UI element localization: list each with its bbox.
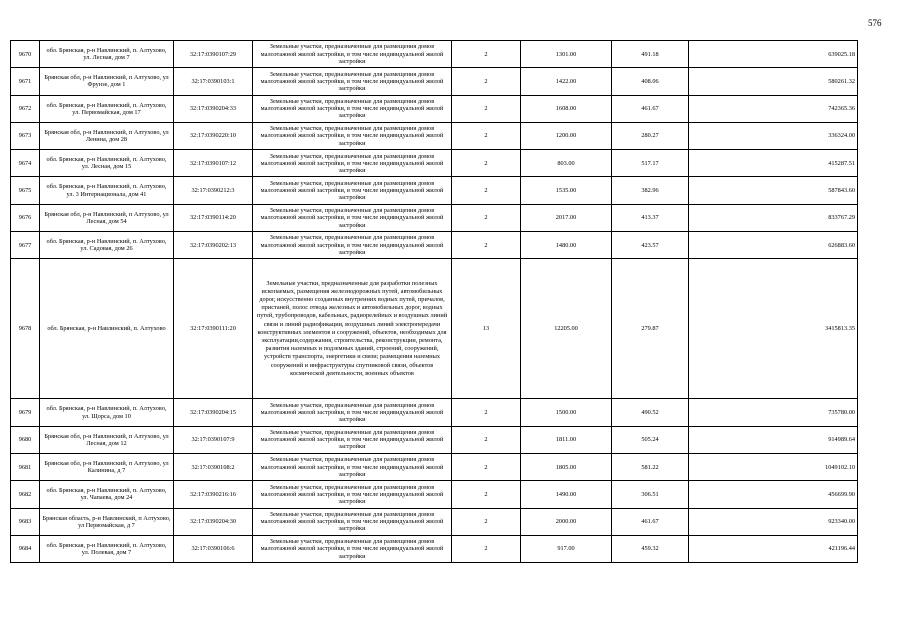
area-cell: 2017.00 [521, 204, 612, 231]
table-row [11, 426, 858, 453]
specific-value-cell: 413.37 [612, 204, 689, 231]
row-number-cell: 9675 [11, 177, 40, 204]
permitted-use-cell: Земельные участки, предназначенные для размещения домов малоэтажной жилой застройки, в том числе индивидуальной жилой застройки [253, 41, 452, 68]
permitted-use-cell: Земельные участки, предназначенные для размещения домов малоэтажной жилой застройки, в том числе индивидуальной жилой застройки [253, 453, 452, 480]
table-row [11, 399, 858, 426]
row-number-cell: 9683 [11, 508, 40, 535]
use-group-cell: 2 [452, 177, 521, 204]
cadastral-value-cell: 639025.18 [689, 41, 858, 68]
cadastral-number-cell: 32:17:0390107:9 [174, 426, 253, 453]
specific-value-cell: 459.32 [612, 535, 689, 562]
table-row [11, 95, 858, 122]
cadastral-number-cell: 32:17:0390204:30 [174, 508, 253, 535]
row-number-cell: 9678 [11, 259, 40, 399]
cadastral-value-cell: 580261.32 [689, 68, 858, 95]
cadastral-value-cell: 587843.60 [689, 177, 858, 204]
row-number-cell: 9680 [11, 426, 40, 453]
table-row [11, 204, 858, 231]
address-cell: обл. Брянская, р-н Навлинский, п. Алтухово, ул. Лесная, дом 15 [40, 150, 174, 177]
specific-value-cell: 423.57 [612, 232, 689, 259]
use-group-cell: 13 [452, 259, 521, 399]
row-number-cell: 9684 [11, 535, 40, 562]
specific-value-cell: 280.27 [612, 122, 689, 149]
specific-value-cell: 491.18 [612, 41, 689, 68]
specific-value-cell: 408.06 [612, 68, 689, 95]
permitted-use-cell: Земельные участки, предназначенные для размещения домов малоэтажной жилой застройки, в том числе индивидуальной жилой застройки [253, 481, 452, 508]
row-number-cell: 9677 [11, 232, 40, 259]
cadastral-number-cell: 32:17:0390216:16 [174, 481, 253, 508]
table-row [11, 122, 858, 149]
cadastral-number-cell: 32:17:0390103:1 [174, 68, 253, 95]
table-row [11, 177, 858, 204]
cadastral-number-cell: 32:17:0390111:20 [174, 259, 253, 399]
table-body [11, 41, 858, 563]
row-number-cell: 9672 [11, 95, 40, 122]
address-cell: обл. Брянская, р-н Навлинский, п. Алтухово, ул. Чапаева, дом 24 [40, 481, 174, 508]
area-cell: 1200.00 [521, 122, 612, 149]
use-group-cell: 2 [452, 41, 521, 68]
permitted-use-cell: Земельные участки, предназначенные для размещения домов малоэтажной жилой застройки, в том числе индивидуальной жилой застройки [253, 122, 452, 149]
cadastral-value-cell: 923340.00 [689, 508, 858, 535]
specific-value-cell: 382.96 [612, 177, 689, 204]
permitted-use-cell: Земельные участки, предназначенные для размещения домов малоэтажной жилой застройки, в том числе индивидуальной жилой застройки [253, 535, 452, 562]
cadastral-number-cell: 32:17:0390202:13 [174, 232, 253, 259]
address-cell: обл. Брянская, р-н Навлинский, п. Алтухово, ул. Первомайская, дом 17 [40, 95, 174, 122]
permitted-use-cell: Земельные участки, предназначенные для размещения домов малоэтажной жилой застройки, в том числе индивидуальной жилой застройки [253, 204, 452, 231]
cadastral-number-cell: 32:17:0390107:12 [174, 150, 253, 177]
use-group-cell: 2 [452, 535, 521, 562]
table-row [11, 41, 858, 68]
specific-value-cell: 279.87 [612, 259, 689, 399]
address-cell: Брянская обл, р-н Навлинский, п Алтухово, ул Лесная, дом 54 [40, 204, 174, 231]
address-cell: обл. Брянская, р-н Навлинский, п. Алтухово, ул. Садовая, дом 26 [40, 232, 174, 259]
row-number-cell: 9674 [11, 150, 40, 177]
area-cell: 1535.00 [521, 177, 612, 204]
use-group-cell: 2 [452, 508, 521, 535]
address-cell: Брянская обл, р-н Навлинский, п Алтухово, ул Ленина, дом 28 [40, 122, 174, 149]
address-cell: обл. Брянская, р-н Навлинский, п. Алтухово, ул. 3 Интернационала, дом 41 [40, 177, 174, 204]
area-cell: 1490.00 [521, 481, 612, 508]
cadastral-number-cell: 32:17:0390108:2 [174, 453, 253, 480]
use-group-cell: 2 [452, 95, 521, 122]
use-group-cell: 2 [452, 399, 521, 426]
table-row [11, 68, 858, 95]
permitted-use-cell: Земельные участки, предназначенные для разработки полезных ископаемых, размещения железнодорожных путей, автомобильных дорог, искусственно созданных внутренних водных путей, причалов, пристаней, полос отвода железных и автомобильных дорог, водных путей, трубопроводов, кабельных, радиорелейных и воздушных линий связи и линий радиофикации, воздушных линий электропередачи конструктивных элементов и сооружений, объектов, необходимых для эксплуатации,содержания, строительства, реконструкции, ремонта, развития наземных и подземных зданий, строений, сооружений, устройств транспорта, энергетики и связи; размещения наземных сооружений и инфраструктуры спутниковой связи, объектов космической деятельности, военных объектов [253, 259, 452, 399]
area-cell: 1422.00 [521, 68, 612, 95]
table-row [11, 453, 858, 480]
cadastral-value-cell: 742365.36 [689, 95, 858, 122]
area-cell: 1811.00 [521, 426, 612, 453]
table-row [11, 535, 858, 562]
cadastral-value-cell: 735780.00 [689, 399, 858, 426]
specific-value-cell: 461.67 [612, 508, 689, 535]
permitted-use-cell: Земельные участки, предназначенные для размещения домов малоэтажной жилой застройки, в том числе индивидуальной жилой застройки [253, 399, 452, 426]
permitted-use-cell: Земельные участки, предназначенные для размещения домов малоэтажной жилой застройки, в том числе индивидуальной жилой застройки [253, 426, 452, 453]
area-cell: 2000.00 [521, 508, 612, 535]
cadastral-number-cell: 32:17:0390212:3 [174, 177, 253, 204]
cadastral-value-cell: 3415813.35 [689, 259, 858, 399]
use-group-cell: 2 [452, 232, 521, 259]
table-row [11, 232, 858, 259]
cadastral-number-cell: 32:17:0390204:33 [174, 95, 253, 122]
specific-value-cell: 581.22 [612, 453, 689, 480]
permitted-use-cell: Земельные участки, предназначенные для размещения домов малоэтажной жилой застройки, в том числе индивидуальной жилой застройки [253, 150, 452, 177]
area-cell: 803.00 [521, 150, 612, 177]
specific-value-cell: 505.24 [612, 426, 689, 453]
row-number-cell: 9682 [11, 481, 40, 508]
row-number-cell: 9681 [11, 453, 40, 480]
specific-value-cell: 306.51 [612, 481, 689, 508]
use-group-cell: 2 [452, 453, 521, 480]
row-number-cell: 9676 [11, 204, 40, 231]
address-cell: обл. Брянская, р-н Навлинский, п. Алтухово, ул. Полевая, дом 7 [40, 535, 174, 562]
cadastral-number-cell: 32:17:0390220:10 [174, 122, 253, 149]
address-cell: Брянская обл, р-н Навлинский, п Алтухово, ул Лесная, дом 12 [40, 426, 174, 453]
address-cell: Брянская обл, р-н Навлинский, п Алтухово, ул Фрунзе, дом 1 [40, 68, 174, 95]
specific-value-cell: 461.67 [612, 95, 689, 122]
cadastral-number-cell: 32:17:0390107:29 [174, 41, 253, 68]
table-row [11, 508, 858, 535]
page-number: 576 [868, 18, 882, 28]
area-cell: 12205.00 [521, 259, 612, 399]
area-cell: 1805.00 [521, 453, 612, 480]
address-cell: обл. Брянская, р-н Навлинский, п. Алтухово, ул. Лесная, дом 7 [40, 41, 174, 68]
use-group-cell: 2 [452, 150, 521, 177]
permitted-use-cell: Земельные участки, предназначенные для размещения домов малоэтажной жилой застройки, в том числе индивидуальной жилой застройки [253, 177, 452, 204]
row-number-cell: 9679 [11, 399, 40, 426]
address-cell: обл. Брянская, р-н Навлинский, п. Алтухово, ул. Щорса, дом 10 [40, 399, 174, 426]
use-group-cell: 2 [452, 204, 521, 231]
specific-value-cell: 517.17 [612, 150, 689, 177]
permitted-use-cell: Земельные участки, предназначенные для размещения домов малоэтажной жилой застройки, в том числе индивидуальной жилой застройки [253, 232, 452, 259]
cadastral-number-cell: 32:17:0390114:20 [174, 204, 253, 231]
cadastral-value-cell: 421196.44 [689, 535, 858, 562]
cadastral-value-cell: 415287.51 [689, 150, 858, 177]
cadastral-value-cell: 833767.29 [689, 204, 858, 231]
use-group-cell: 2 [452, 122, 521, 149]
area-cell: 1500.00 [521, 399, 612, 426]
row-number-cell: 9671 [11, 68, 40, 95]
cadastral-value-cell: 456699.90 [689, 481, 858, 508]
area-cell: 1480.00 [521, 232, 612, 259]
permitted-use-cell: Земельные участки, предназначенные для размещения домов малоэтажной жилой застройки, в том числе индивидуальной жилой застройки [253, 508, 452, 535]
specific-value-cell: 490.52 [612, 399, 689, 426]
cadastral-value-cell: 336324.00 [689, 122, 858, 149]
address-cell: Брянская область, р-н Навлинский, п Алтухово, ул Первомайская, д 7 [40, 508, 174, 535]
cadastral-number-cell: 32:17:0390204:15 [174, 399, 253, 426]
permitted-use-cell: Земельные участки, предназначенные для размещения домов малоэтажной жилой застройки, в том числе индивидуальной жилой застройки [253, 95, 452, 122]
cadastral-value-cell: 914989.64 [689, 426, 858, 453]
area-cell: 917.00 [521, 535, 612, 562]
cadastral-value-table [10, 40, 858, 563]
cadastral-value-cell: 626883.60 [689, 232, 858, 259]
table-row [11, 481, 858, 508]
table-row [11, 150, 858, 177]
use-group-cell: 2 [452, 481, 521, 508]
use-group-cell: 2 [452, 426, 521, 453]
address-cell: обл. Брянская, р-н Навлинский, п. Алтухово [40, 259, 174, 399]
row-number-cell: 9673 [11, 122, 40, 149]
cadastral-number-cell: 32:17:0390106:6 [174, 535, 253, 562]
permitted-use-cell: Земельные участки, предназначенные для размещения домов малоэтажной жилой застройки, в том числе индивидуальной жилой застройки [253, 68, 452, 95]
use-group-cell: 2 [452, 68, 521, 95]
area-cell: 1608.00 [521, 95, 612, 122]
area-cell: 1301.00 [521, 41, 612, 68]
cadastral-value-cell: 1049102.10 [689, 453, 858, 480]
address-cell: Брянская обл, р-н Навлинский, п Алтухово, ул Калинина, д 7 [40, 453, 174, 480]
table-row [11, 259, 858, 399]
row-number-cell: 9670 [11, 41, 40, 68]
